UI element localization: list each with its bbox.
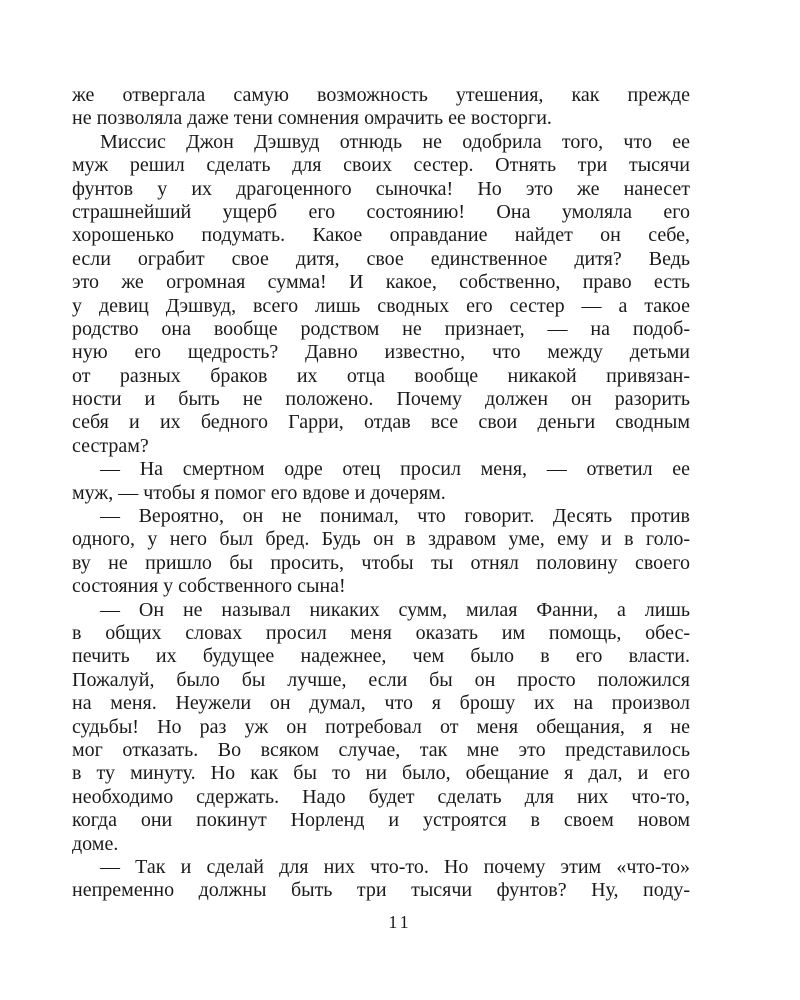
text-line: сестрам? [72, 434, 149, 457]
text-line: страшнейший ущерб его состоянию! Она умоляла его [72, 200, 690, 223]
text-line: одного, у него был бред. Будь он в здравом уме, ему и в голо- [72, 528, 690, 551]
text-line: необходимо сдержать. Надо будет сделать для них что-то, [72, 785, 690, 808]
text-line: если ограбит свое дитя, свое единственное дитя? Ведь [72, 247, 690, 270]
text-line: состояния у собственного сына! [72, 575, 346, 598]
body-text [72, 84, 690, 903]
text-line: в ту минуту. Но как бы то ни было, обещание я дал, и его [72, 762, 690, 785]
text-line: это же огромная сумма! И какое, собственно, право есть [72, 271, 690, 294]
text-line: — Он не называл никаких сумм, милая Фанни, а лишь [100, 598, 690, 621]
text-line: в общих словах просил меня оказать им помощь, обес- [72, 621, 690, 644]
text-line: когда они покинут Норленд и устроятся в своем новом [72, 809, 690, 832]
text-line: ву не пришло бы просить, чтобы ты отнял половину своего [72, 551, 690, 574]
text-line: — Так и сделай для них что-то. Но почему этим «что-то» [100, 855, 690, 878]
text-line: ности и быть не положено. Почему должен он разорить [72, 388, 690, 411]
text-line: доме. [72, 832, 119, 855]
text-line: фунтов у их драгоценного сыночка! Но это же нанесет [72, 177, 690, 200]
text-line: себя и их бедного Гарри, отдав все свои деньги сводным [72, 411, 690, 434]
text-line: — Вероятно, он не понимал, что говорит. Десять против [100, 505, 690, 528]
text-line: у девиц Дэшвуд, всего лишь сводных его сестер — а такое [72, 294, 690, 317]
text-line: же отвергала самую возможность утешения, как прежде [72, 84, 690, 106]
text-line: от разных браков их отца вообще никакой привязан- [72, 364, 690, 387]
text-line: Миссис Джон Дэшвуд отнюдь не одобрила того, что ее [100, 130, 690, 153]
text-line: муж решил сделать для своих сестер. Отнять три тысячи [72, 154, 690, 177]
text-line: печить их будущее надежнее, чем было в его власти. [72, 645, 690, 668]
page-number: 11 [388, 912, 412, 932]
text-line: — На смертном одре отец просил меня, — ответил ее [100, 458, 690, 481]
text-line: хорошенько подумать. Какое оправдание найдет он себе, [72, 224, 690, 247]
text-line: непременно должны быть три тысячи фунтов? Ну, поду- [72, 879, 690, 902]
text-line: ную его щедрость? Давно известно, что между детьми [72, 341, 690, 364]
text-line: не позволяла даже тени сомнения омрачить ее восторги. [72, 107, 552, 130]
text-line: судьбы! Но раз уж он потребовал от меня обещания, я не [72, 715, 690, 738]
text-line: Пожалуй, было бы лучше, если бы он просто положился [72, 668, 690, 691]
text-line: муж, — чтобы я помог его вдове и дочерям. [72, 481, 446, 504]
text-line: на меня. Неужели он думал, что я брошу их на произвол [72, 692, 690, 715]
text-line: мог отказать. Во всяком случае, так мне это представилось [72, 738, 690, 761]
text-line: родство она вообще родством не признает, — на подоб- [72, 317, 690, 340]
